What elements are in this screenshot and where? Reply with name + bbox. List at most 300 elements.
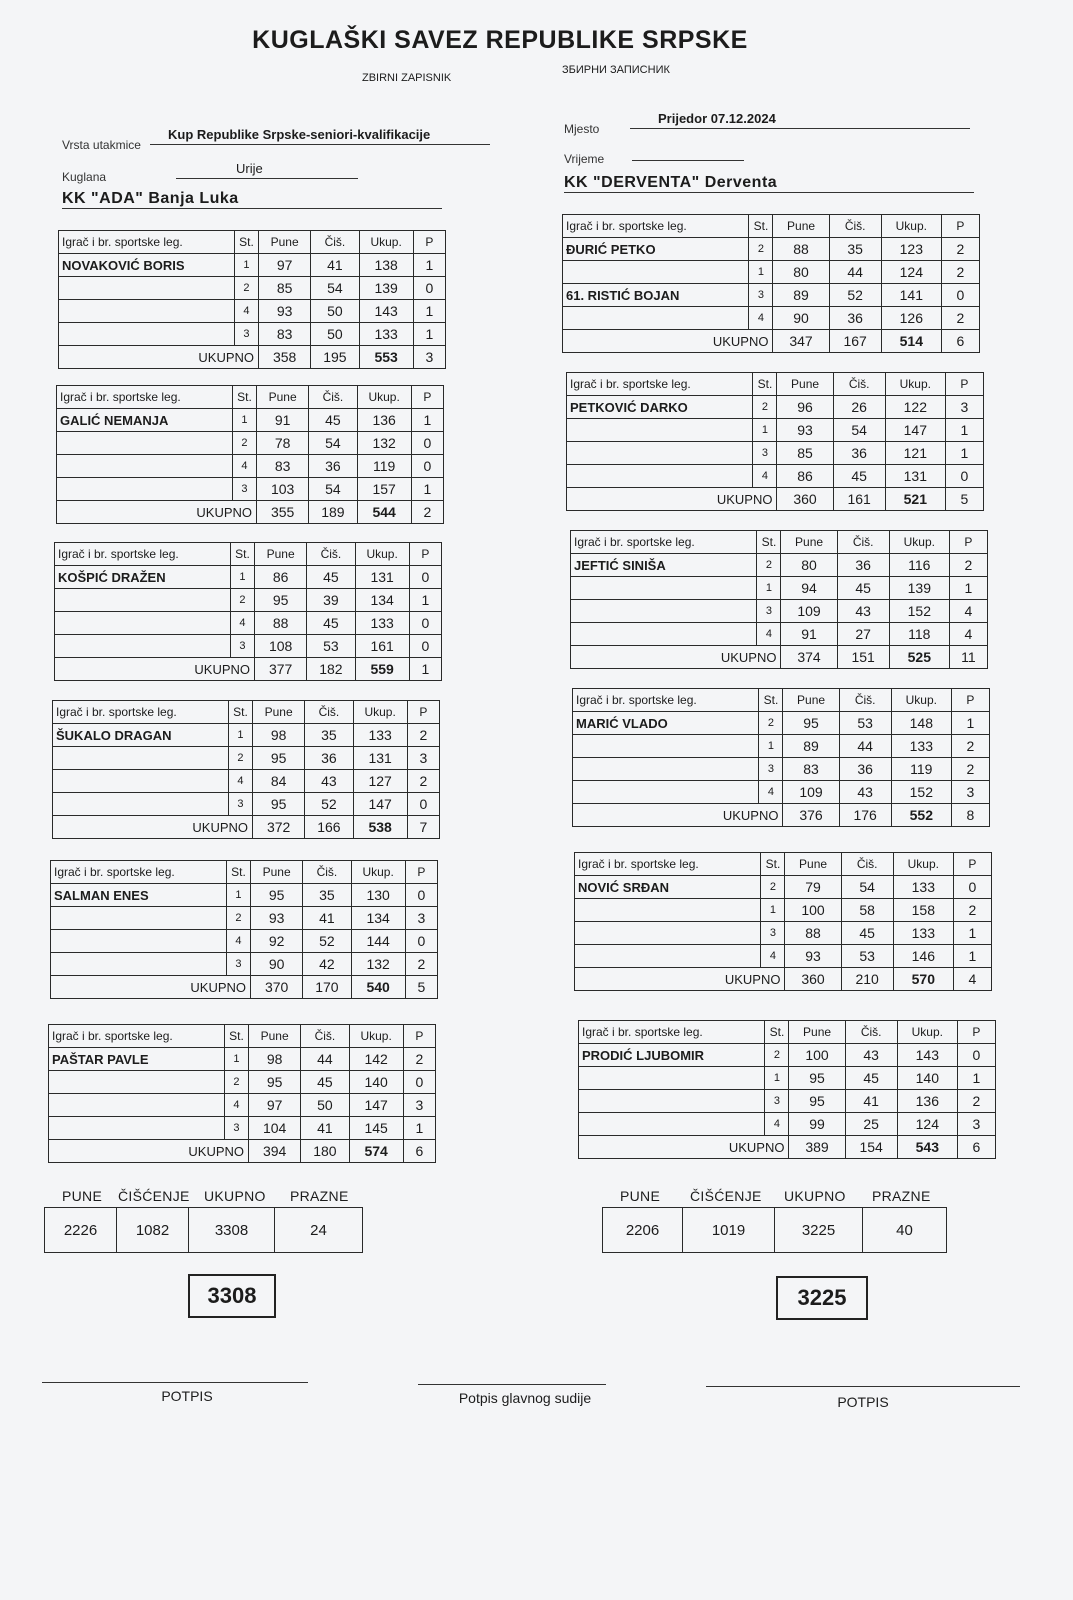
ukup-value: 133 (893, 922, 953, 945)
pune-value: 85 (259, 277, 311, 300)
table-row (55, 635, 442, 658)
p-value: 2 (951, 735, 989, 758)
player-name: ĐURIĆ PETKO (563, 238, 749, 261)
home-player-table (52, 700, 440, 839)
away-player-table (572, 688, 990, 827)
lane-number: 3 (753, 442, 777, 465)
p-value: 2 (951, 758, 989, 781)
lane-number: 3 (757, 600, 781, 623)
ukup-value: 133 (355, 612, 409, 635)
away-player-table (574, 852, 992, 991)
column-header-st: St. (230, 543, 254, 566)
column-header-st: St. (226, 861, 250, 884)
total-p: 7 (407, 816, 439, 839)
table-row (563, 238, 980, 261)
ukupno-label: UKUPNO (571, 646, 781, 669)
p-value: 0 (405, 884, 437, 907)
home-summary-pune: 2226 (45, 1208, 117, 1253)
column-header-player: Igrač i br. sportske leg. (51, 861, 227, 884)
lane-number: 4 (765, 1113, 789, 1136)
p-value: 0 (957, 1044, 995, 1067)
pune-value: 100 (789, 1044, 845, 1067)
pune-value: 97 (249, 1094, 301, 1117)
column-header-pune: Pune (249, 1025, 301, 1048)
lane-number: 4 (228, 770, 252, 793)
column-header-cis: Čiš. (301, 1025, 349, 1048)
lane-number: 4 (761, 945, 785, 968)
home-player-table (56, 385, 444, 524)
column-header-ukup: Ukup. (349, 1025, 403, 1048)
column-header-p: P (941, 215, 979, 238)
player-name-extra (575, 899, 761, 922)
ukup-value: 130 (351, 884, 405, 907)
ukup-value: 121 (885, 442, 945, 465)
pune-value: 80 (781, 554, 837, 577)
table-row (49, 1094, 436, 1117)
table-row (571, 554, 988, 577)
away-summary-pune: 2206 (603, 1208, 683, 1253)
ukup-value: 123 (881, 238, 941, 261)
ukup-value: 133 (891, 735, 951, 758)
total-cis: 182 (307, 658, 355, 681)
table-row (59, 277, 446, 300)
pune-value: 85 (777, 442, 833, 465)
p-value: 1 (953, 945, 991, 968)
column-header-st: St. (759, 689, 783, 712)
column-header-player: Igrač i br. sportske leg. (575, 853, 761, 876)
lane-number: 3 (234, 323, 258, 346)
column-header-ukup: Ukup. (889, 531, 949, 554)
cis-value: 54 (833, 419, 885, 442)
table-row (49, 1117, 436, 1140)
table-row (575, 922, 992, 945)
player-name: PRODIĆ LJUBOMIR (579, 1044, 765, 1067)
total-ukup: 544 (357, 501, 411, 524)
p-value: 1 (953, 922, 991, 945)
cis-value: 35 (303, 884, 351, 907)
total-ukup: 540 (351, 976, 405, 999)
match-type-line (150, 126, 490, 145)
ukupno-label: UKUPNO (49, 1140, 249, 1163)
column-header-st: St. (224, 1025, 248, 1048)
p-value: 2 (405, 953, 437, 976)
lane-number: 2 (753, 396, 777, 419)
cis-value: 43 (845, 1044, 897, 1067)
lane-number: 1 (226, 884, 250, 907)
lane-number: 3 (226, 953, 250, 976)
pune-value: 91 (781, 623, 837, 646)
cis-value: 44 (839, 735, 891, 758)
p-value: 2 (953, 899, 991, 922)
p-value: 0 (409, 612, 441, 635)
ukup-value: 127 (353, 770, 407, 793)
player-name-extra (53, 747, 229, 770)
p-value: 2 (957, 1090, 995, 1113)
total-ukup: 553 (359, 346, 413, 369)
player-name-extra (57, 478, 233, 501)
total-cis: 176 (839, 804, 891, 827)
p-value: 4 (949, 600, 987, 623)
player-name-extra (55, 635, 231, 658)
home-player-table (50, 860, 438, 999)
total-pune: 374 (781, 646, 837, 669)
total-p: 5 (405, 976, 437, 999)
pune-value: 83 (783, 758, 839, 781)
away-summary-ukupno: 3225 (775, 1208, 863, 1253)
table-row (59, 254, 446, 277)
player-name-extra (575, 945, 761, 968)
total-cis: 170 (303, 976, 351, 999)
place-line (630, 110, 970, 129)
pune-value: 83 (257, 455, 309, 478)
total-pune: 370 (251, 976, 303, 999)
ukup-value: 147 (885, 419, 945, 442)
player-name: ŠUKALO DRAGAN (53, 724, 229, 747)
p-value: 0 (413, 277, 445, 300)
column-header-ukup: Ukup. (355, 543, 409, 566)
column-header-player: Igrač i br. sportske leg. (49, 1025, 225, 1048)
column-header-p: P (405, 861, 437, 884)
pune-value: 80 (773, 261, 829, 284)
pune-value: 79 (785, 876, 841, 899)
away-player-table (570, 530, 988, 669)
away-summary-prazne: 40 (863, 1208, 947, 1253)
alley-value: Urije (236, 161, 263, 176)
table-row (53, 724, 440, 747)
ukupno-label: UKUPNO (55, 658, 255, 681)
lane-number: 2 (765, 1044, 789, 1067)
pune-value: 84 (253, 770, 305, 793)
total-ukup: 521 (885, 488, 945, 511)
column-header-ukup: Ukup. (357, 386, 411, 409)
cis-value: 36 (839, 758, 891, 781)
pune-value: 98 (249, 1048, 301, 1071)
cis-value: 41 (845, 1090, 897, 1113)
player-name-extra (573, 735, 759, 758)
p-value: 3 (951, 781, 989, 804)
table-row (573, 735, 990, 758)
player-name-extra (51, 907, 227, 930)
p-value: 0 (409, 566, 441, 589)
player-name: NOVIĆ SRĐAN (575, 876, 761, 899)
pune-value: 104 (249, 1117, 301, 1140)
player-name-extra (573, 758, 759, 781)
table-row (573, 758, 990, 781)
player-name-extra (567, 442, 753, 465)
column-header-p: P (957, 1021, 995, 1044)
referee-signature-line (418, 1384, 606, 1385)
ukup-value: 145 (349, 1117, 403, 1140)
p-value: 1 (957, 1067, 995, 1090)
lane-number: 2 (759, 712, 783, 735)
lane-number: 4 (749, 307, 773, 330)
player-name-extra (579, 1067, 765, 1090)
ukup-value: 136 (357, 409, 411, 432)
column-header-cis: Čiš. (839, 689, 891, 712)
player-name-extra (53, 793, 229, 816)
p-value: 3 (945, 396, 983, 419)
total-cis: 166 (305, 816, 353, 839)
total-row (567, 488, 984, 511)
cis-value: 58 (841, 899, 893, 922)
pune-value: 94 (781, 577, 837, 600)
pune-value: 95 (783, 712, 839, 735)
lane-number: 1 (749, 261, 773, 284)
column-header-player: Igrač i br. sportske leg. (579, 1021, 765, 1044)
alley-line (176, 160, 358, 179)
lane-number: 3 (228, 793, 252, 816)
table-row (49, 1071, 436, 1094)
player-name-extra (563, 261, 749, 284)
lane-number: 4 (757, 623, 781, 646)
cis-value: 54 (311, 277, 359, 300)
column-header-st: St. (761, 853, 785, 876)
player-name-extra (49, 1094, 225, 1117)
player-name-extra (59, 300, 235, 323)
table-row (55, 566, 442, 589)
cis-value: 41 (301, 1117, 349, 1140)
cis-value: 35 (829, 238, 881, 261)
p-value: 1 (403, 1117, 435, 1140)
lane-number: 4 (226, 930, 250, 953)
ukup-value: 134 (355, 589, 409, 612)
pune-value: 78 (257, 432, 309, 455)
lane-number: 2 (757, 554, 781, 577)
column-header-cis: Čiš. (833, 373, 885, 396)
home-summary-table (44, 1207, 363, 1253)
player-name-extra (563, 307, 749, 330)
total-cis: 180 (301, 1140, 349, 1163)
column-header-p: P (403, 1025, 435, 1048)
cis-value: 35 (305, 724, 353, 747)
total-pune: 360 (785, 968, 841, 991)
pune-value: 90 (773, 307, 829, 330)
total-row (573, 804, 990, 827)
pune-value: 88 (785, 922, 841, 945)
player-name: PAŠTAR PAVLE (49, 1048, 225, 1071)
ukup-value: 161 (355, 635, 409, 658)
column-header-cis: Čiš. (841, 853, 893, 876)
ukup-value: 147 (353, 793, 407, 816)
ukupno-label: UKUPNO (563, 330, 773, 353)
p-value: 1 (945, 442, 983, 465)
p-value: 0 (945, 465, 983, 488)
cis-value: 50 (311, 300, 359, 323)
cis-value: 54 (841, 876, 893, 899)
lane-number: 3 (230, 635, 254, 658)
player-name-extra (55, 612, 231, 635)
p-value: 3 (407, 747, 439, 770)
player-name-extra (579, 1113, 765, 1136)
column-header-st: St. (757, 531, 781, 554)
total-ukup: 525 (889, 646, 949, 669)
p-value: 0 (411, 455, 443, 478)
ukup-value: 124 (881, 261, 941, 284)
table-row (55, 589, 442, 612)
pune-value: 109 (783, 781, 839, 804)
pune-value: 89 (783, 735, 839, 758)
table-row (51, 930, 438, 953)
lane-number: 3 (765, 1090, 789, 1113)
total-pune: 372 (253, 816, 305, 839)
table-row (575, 876, 992, 899)
home-summary-prazne: 24 (275, 1208, 363, 1253)
column-header-ukup: Ukup. (881, 215, 941, 238)
total-row (579, 1136, 996, 1159)
player-name-extra (57, 455, 233, 478)
column-header-ukup: Ukup. (351, 861, 405, 884)
p-value: 3 (957, 1113, 995, 1136)
home-player-table (48, 1024, 436, 1163)
table-row (579, 1067, 996, 1090)
pune-value: 93 (777, 419, 833, 442)
pune-value: 100 (785, 899, 841, 922)
pune-value: 95 (789, 1090, 845, 1113)
cis-value: 41 (303, 907, 351, 930)
home-signature-label: POTPIS (161, 1388, 213, 1404)
p-value: 1 (413, 300, 445, 323)
column-header-pune: Pune (781, 531, 837, 554)
ukup-value: 133 (353, 724, 407, 747)
player-name-extra: 61. RISTIĆ BOJAN (563, 284, 749, 307)
table-row (51, 884, 438, 907)
ukup-value: 143 (359, 300, 413, 323)
column-header-cis: Čiš. (307, 543, 355, 566)
player-name-extra (51, 953, 227, 976)
column-header-p: P (413, 231, 445, 254)
player-name-extra (579, 1090, 765, 1113)
cis-value: 52 (829, 284, 881, 307)
ukupno-label: UKUPNO (51, 976, 251, 999)
place-label: Mjesto (564, 122, 600, 136)
column-header-st: St. (234, 231, 258, 254)
ukupno-label: UKUPNO (579, 1136, 789, 1159)
lane-number: 1 (224, 1048, 248, 1071)
p-value: 2 (407, 770, 439, 793)
table-row (573, 712, 990, 735)
ukup-value: 143 (897, 1044, 957, 1067)
cis-value: 45 (845, 1067, 897, 1090)
lane-number: 4 (759, 781, 783, 804)
column-header-player: Igrač i br. sportske leg. (573, 689, 759, 712)
home-team-name: KK "ADA" Banja Luka (62, 190, 442, 209)
total-cis: 210 (841, 968, 893, 991)
home-player-table (58, 230, 446, 369)
pune-value: 96 (777, 396, 833, 419)
column-header-pune: Pune (777, 373, 833, 396)
total-p: 6 (403, 1140, 435, 1163)
p-value: 2 (941, 238, 979, 261)
home-signature-line (42, 1382, 308, 1383)
player-name-extra (57, 432, 233, 455)
total-ukup: 552 (891, 804, 951, 827)
cis-value: 26 (833, 396, 885, 419)
ukup-value: 119 (357, 455, 411, 478)
ukupno-label: UKUPNO (573, 804, 783, 827)
cis-value: 41 (311, 254, 359, 277)
cis-value: 45 (301, 1071, 349, 1094)
table-row (49, 1048, 436, 1071)
ukup-value: 132 (357, 432, 411, 455)
ukupno-label: UKUPNO (59, 346, 259, 369)
lane-number: 2 (226, 907, 250, 930)
ukup-value: 133 (359, 323, 413, 346)
total-ukup: 543 (897, 1136, 957, 1159)
cis-value: 53 (307, 635, 355, 658)
cis-value: 36 (309, 455, 357, 478)
ukup-value: 133 (893, 876, 953, 899)
column-header-p: P (953, 853, 991, 876)
column-header-st: St. (765, 1021, 789, 1044)
cis-value: 45 (837, 577, 889, 600)
total-cis: 195 (311, 346, 359, 369)
lane-number: 3 (761, 922, 785, 945)
player-name: SALMAN ENES (51, 884, 227, 907)
lane-number: 1 (753, 419, 777, 442)
cis-value: 39 (307, 589, 355, 612)
column-header-ukup: Ukup. (897, 1021, 957, 1044)
match-type-value: Kup Republike Srpske-seniori-kvalifikacije (168, 127, 431, 142)
lane-number: 4 (753, 465, 777, 488)
home-summary-ukupno: 3308 (189, 1208, 275, 1253)
column-header-pune: Pune (773, 215, 829, 238)
player-name-extra (571, 600, 757, 623)
total-row (571, 646, 988, 669)
cis-value: 45 (307, 566, 355, 589)
away-player-table (566, 372, 984, 511)
ukupno-label: UKUPNO (567, 488, 777, 511)
total-p: 11 (949, 646, 987, 669)
alley-label: Kuglana (62, 170, 107, 184)
pune-value: 91 (257, 409, 309, 432)
total-pune: 376 (783, 804, 839, 827)
player-name-extra (567, 419, 753, 442)
ukup-value: 142 (349, 1048, 403, 1071)
player-name-extra (59, 277, 235, 300)
table-row (579, 1044, 996, 1067)
total-pune: 358 (259, 346, 311, 369)
total-row (55, 658, 442, 681)
ukup-value: 148 (891, 712, 951, 735)
total-cis: 151 (837, 646, 889, 669)
player-name-extra (567, 465, 753, 488)
away-grand-total: 3225 (776, 1276, 868, 1320)
table-row (575, 945, 992, 968)
column-header-st: St. (228, 701, 252, 724)
column-header-st: St. (232, 386, 256, 409)
pune-value: 88 (773, 238, 829, 261)
lane-number: 1 (230, 566, 254, 589)
table-row (59, 323, 446, 346)
player-name-extra (59, 323, 235, 346)
total-ukup: 574 (349, 1140, 403, 1163)
p-value: 0 (953, 876, 991, 899)
column-header-ukup: Ukup. (885, 373, 945, 396)
column-header-pune: Pune (785, 853, 841, 876)
cis-value: 27 (837, 623, 889, 646)
away-summary-prazne-label: PRAZNE (872, 1188, 931, 1204)
total-p: 6 (957, 1136, 995, 1159)
ukup-value: 152 (891, 781, 951, 804)
cis-value: 45 (833, 465, 885, 488)
column-header-cis: Čiš. (845, 1021, 897, 1044)
lane-number: 1 (759, 735, 783, 758)
table-row (53, 793, 440, 816)
column-header-st: St. (753, 373, 777, 396)
cis-value: 36 (837, 554, 889, 577)
ukup-value: 126 (881, 307, 941, 330)
cis-value: 42 (303, 953, 351, 976)
